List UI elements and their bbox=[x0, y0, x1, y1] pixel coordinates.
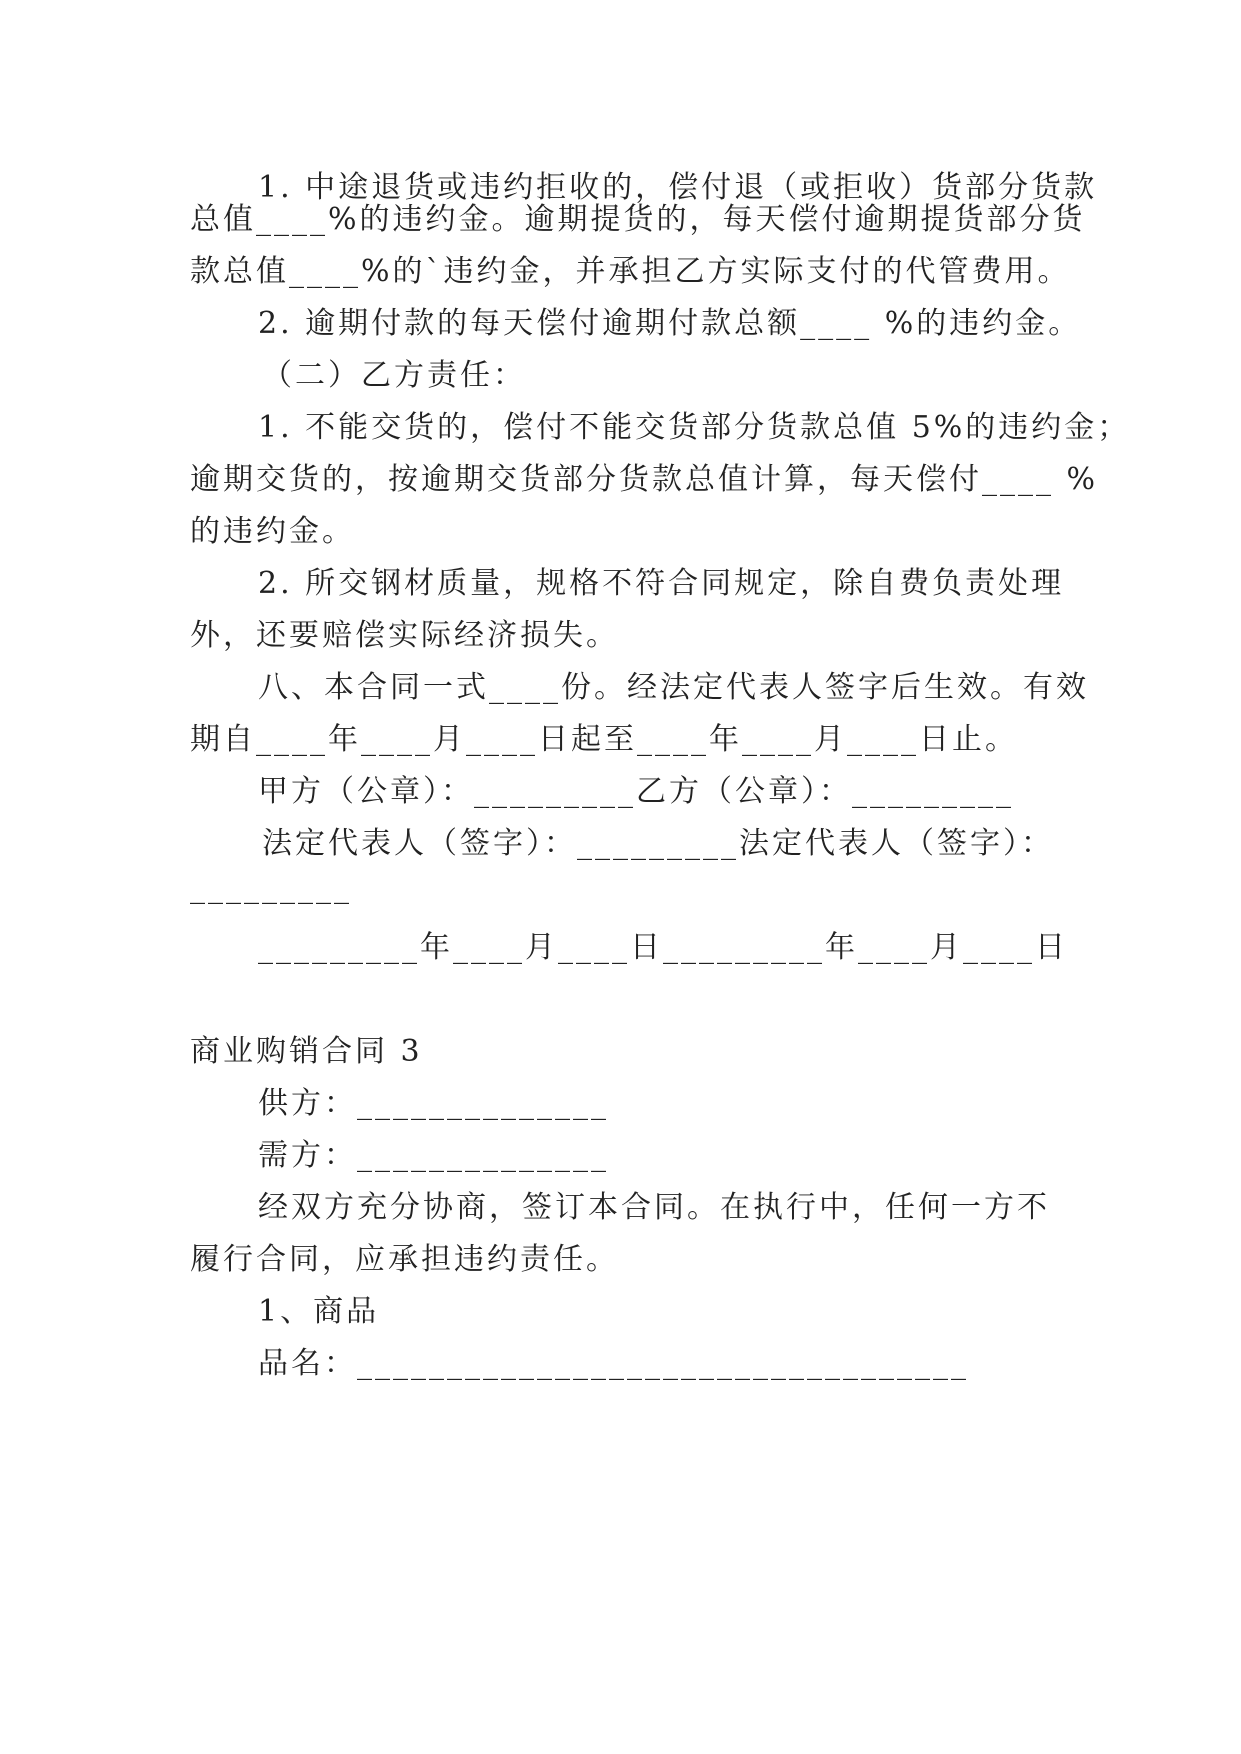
section-heading: 1、商品 bbox=[258, 1294, 380, 1329]
text-line: 款总值____%的`违约金，并承担乙方实际支付的代管费用。 bbox=[190, 254, 1071, 289]
section-heading: （二）乙方责任： bbox=[262, 358, 526, 393]
signature-line: _________ bbox=[190, 870, 352, 905]
signature-line: 甲方（公章）：_________乙方（公章）：_________ bbox=[258, 774, 1014, 809]
text-line: 外，还要赔偿实际经济损失。 bbox=[190, 618, 619, 653]
date-line: _________年____月____日_________年____月____日 bbox=[258, 930, 1068, 965]
text-line: 逾期交货的，按逾期交货部分货款总值计算，每天偿付____ % bbox=[190, 462, 1099, 497]
buyer-line: 需方：______________ bbox=[258, 1138, 609, 1173]
text-line: 履行合同，应承担违约责任。 bbox=[190, 1242, 619, 1277]
text-line: 1. 中途退货或违约拒收的，偿付退（或拒收）货部分货款 bbox=[258, 170, 1098, 205]
text-line: 的违约金。 bbox=[190, 514, 355, 549]
supplier-line: 供方：______________ bbox=[258, 1086, 609, 1121]
text-line: 期自____年____月____日起至____年____月____日止。 bbox=[190, 722, 1018, 757]
signature-line: 法定代表人（签字）：_________法定代表人（签字）： bbox=[262, 826, 1054, 861]
contract-title: 商业购销合同 3 bbox=[190, 1034, 423, 1069]
text-line: 1. 不能交货的，偿付不能交货部分货款总值 5%的违约金； bbox=[258, 410, 1131, 445]
text-line: 经双方充分协商，签订本合同。在执行中，任何一方不 bbox=[258, 1190, 1050, 1225]
text-line: 总值____%的违约金。逾期提货的，每天偿付逾期提货部分货 bbox=[190, 202, 1086, 237]
text-line: 八、本合同一式____份。经法定代表人签字后生效。有效 bbox=[258, 670, 1089, 705]
text-line: 2. 所交钢材质量，规格不符合同规定，除自费负责处理 bbox=[258, 566, 1065, 601]
product-name-line: 品名：__________________________________ bbox=[258, 1346, 969, 1381]
text-line: 2. 逾期付款的每天偿付逾期付款总额____ %的违约金。 bbox=[258, 306, 1082, 341]
